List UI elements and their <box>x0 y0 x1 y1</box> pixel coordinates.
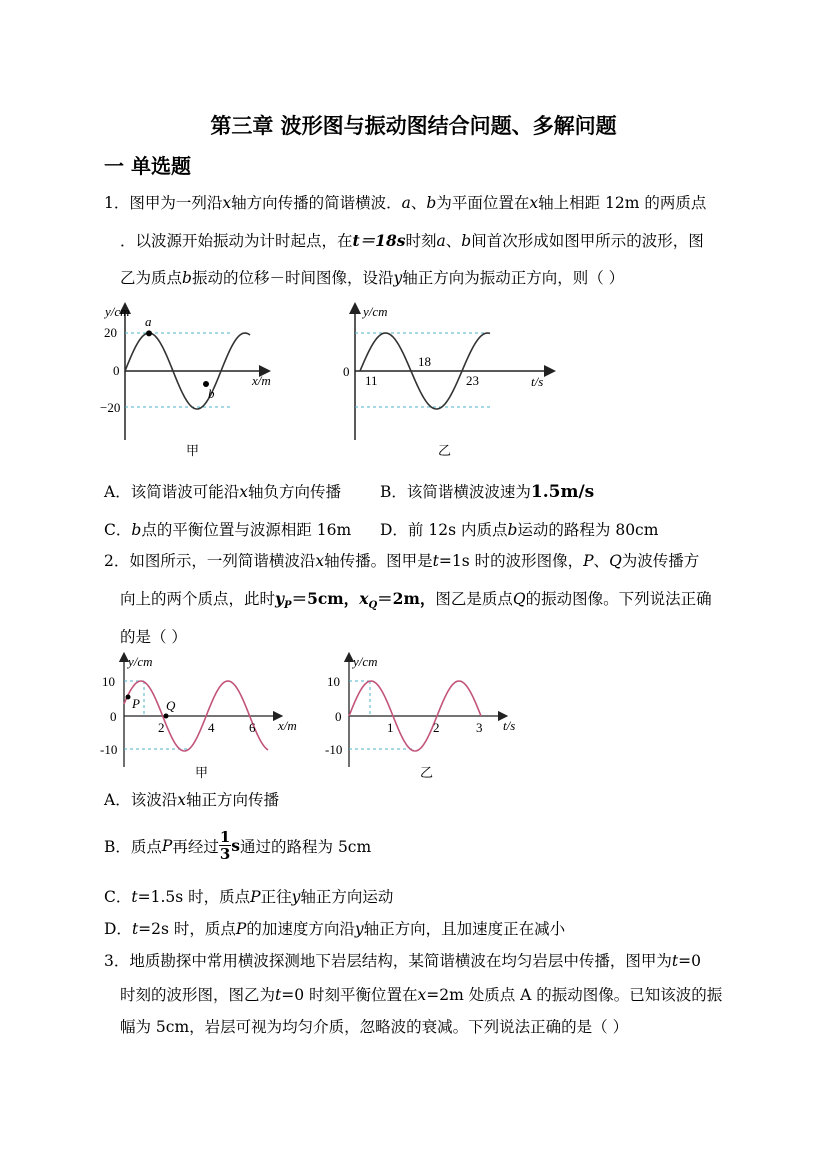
y-tick-0: 0 <box>110 709 117 724</box>
t-tick-2: 2 <box>433 720 440 735</box>
q2-line-1: 2．如图所示，一列简谐横波沿x轴传播。图甲是t=1s 时的波形图像，P、Q为波传播方 <box>104 552 700 570</box>
y-axis-label: y/cm <box>105 304 130 319</box>
t-tick-11: 11 <box>365 373 378 388</box>
y-tick-0: 0 <box>335 709 342 724</box>
page-title: 第三章 波形图与振动图结合问题、多解问题 <box>210 113 617 138</box>
figure-caption: 甲 <box>195 765 209 780</box>
x-axis-label: x/m <box>278 718 297 733</box>
q1-figure-yi <box>335 300 565 460</box>
q1-option-b[interactable]: B．该简谐横波波速为1.5m/s <box>380 482 595 502</box>
y-tick-20: 20 <box>104 325 117 340</box>
figure-caption: 乙 <box>438 443 452 458</box>
point-q-label: Q <box>166 698 176 713</box>
q1-option-d[interactable]: D．前 12s 内质点b运动的路程为 80cm <box>380 521 659 539</box>
q1-figure-jia <box>100 300 300 460</box>
q2-figure-jia <box>98 652 313 782</box>
y-tick-10: 10 <box>102 674 115 689</box>
y-axis-label: y/cm <box>363 304 388 319</box>
section-heading: 一 单选题 <box>104 154 191 178</box>
y-axis-label: y/cm <box>353 654 378 669</box>
x-axis-label: x/m <box>252 373 271 388</box>
point-b-label: b <box>208 386 215 401</box>
q1-line-2: ．以波源开始振动为计时起点，在t＝18s时刻a、b间首次形成如图甲所示的波形，图 <box>120 231 704 250</box>
t-axis-label: t/s <box>503 718 516 733</box>
y-tick-0: 0 <box>113 363 120 378</box>
x-tick-6: 6 <box>249 720 256 735</box>
q1-math-t18: t＝18s <box>352 231 406 250</box>
q1-option-c[interactable]: C．b点的平衡位置与波源相距 16m <box>104 521 352 539</box>
t-tick-3: 3 <box>476 720 483 735</box>
t-axis-label: t/s <box>531 374 544 389</box>
y-tick-10: 10 <box>327 674 340 689</box>
fraction-one-third: $\frac{1}{3}$ <box>219 828 231 863</box>
t-tick-23: 23 <box>466 373 479 388</box>
figure-caption: 甲 <box>186 443 200 458</box>
q3-line-3: 幅为 5cm，岩层可视为均匀介质，忽略波的衰减。下列说法正确的是（ ） <box>120 1018 629 1036</box>
q1-line-1: 1．图甲为一列沿x轴方向传播的简谐横波．a、b为平面位置在x轴上相距 12m 的两质点 <box>104 194 707 212</box>
q3-line-2: 时刻的波形图，图乙为t=0 时刻平衡位置在x=2m 处质点 A 的振动图像。已知该波的振 <box>120 986 723 1004</box>
q2-option-d[interactable]: D．t=2s 时，质点P的加速度方向沿y轴正方向，且加速度正在减小 <box>104 920 566 938</box>
q2-option-b[interactable]: B．质点 P 再经过 $\frac{1}{3}$ s 通过的路程为 5cm <box>104 828 372 863</box>
y-tick-neg20: −20 <box>100 400 121 415</box>
point-a-label: a <box>145 314 152 329</box>
t-tick-1: 1 <box>387 720 394 735</box>
x-tick-2: 2 <box>158 720 165 735</box>
y-tick-neg10: -10 <box>325 742 343 757</box>
q2-line-3: 的是（ ） <box>120 628 187 646</box>
q2-line-2: 向上的两个质点，此时$y_P=5cm$，$x_Q=2m$，图乙是质点Q的振动图像。下列说法正确 <box>120 589 712 612</box>
q2-option-a[interactable]: A．该波沿x轴正方向传播 <box>104 791 279 809</box>
point-p-label: P <box>132 696 140 711</box>
q3-line-1: 3．地质勘探中常用横波探测地下岩层结构，某简谐横波在均匀岩层中传播，图甲为t=0 <box>104 952 701 970</box>
point-p-marker <box>126 695 131 700</box>
q2-option-c[interactable]: C．t=1.5s 时，质点P正往y轴正方向运动 <box>104 888 394 906</box>
q1-line-3: 乙为质点b振动的位移－时间图像，设沿y轴正方向为振动正方向，则（ ） <box>120 269 625 287</box>
t-tick-18: 18 <box>418 354 431 369</box>
point-q-marker <box>164 714 169 719</box>
q1-option-a[interactable]: A．该简谐波可能沿x轴负方向传播 <box>104 483 341 501</box>
point-a-marker <box>146 330 152 336</box>
y-tick-neg10: -10 <box>100 742 118 757</box>
y-tick-0: 0 <box>343 364 350 379</box>
figure-caption: 乙 <box>420 765 434 780</box>
q2-figure-yi <box>323 652 528 782</box>
y-axis-label: y/cm <box>128 654 153 669</box>
x-tick-4: 4 <box>208 720 215 735</box>
